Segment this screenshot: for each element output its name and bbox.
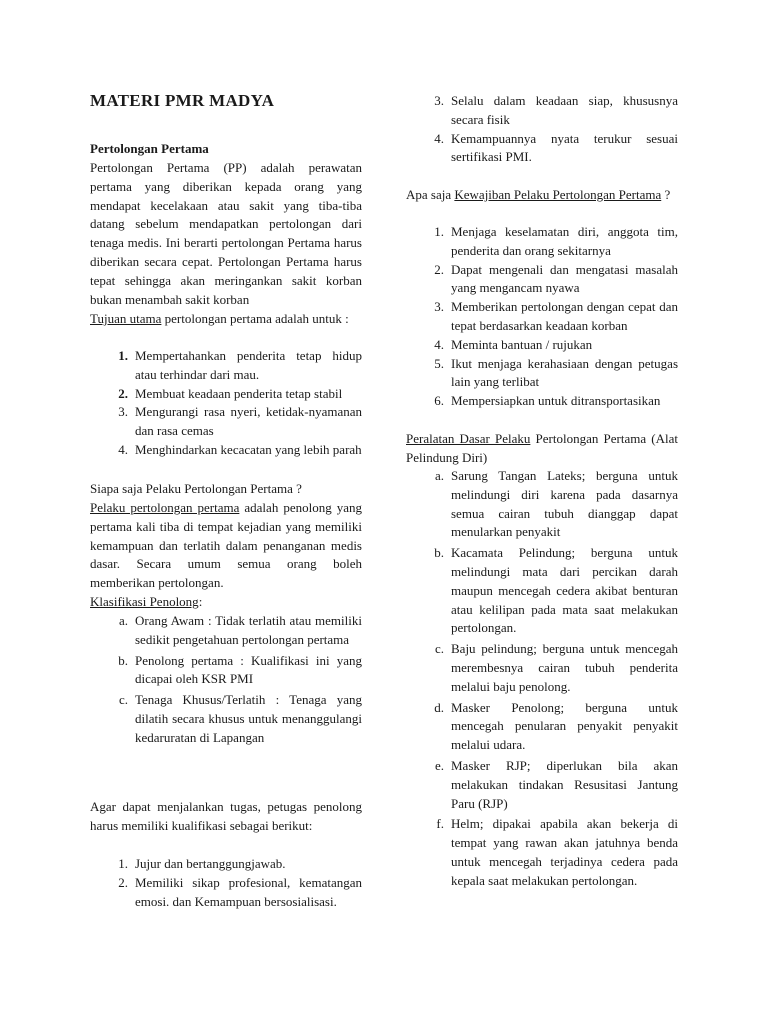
pelaku-label: Pelaku pertolongan pertama <box>90 500 240 515</box>
list-item: d. Masker Penolong; berguna untuk mencegah penularan penyakit penyakit melalui udara. <box>434 699 678 753</box>
pelaku-rest: adalah penolong yang pertama kali tiba di tempat kejadian yang memiliki kemampuan dan terlatih dalam penanganan medis dasar. Secara umum semua orang boleh memberikan pertolongan. <box>90 500 362 591</box>
list-item: 2. Dapat mengenali dan mengatasi masalah yang mengancam nyawa <box>434 261 678 296</box>
list-item: 3. Memberikan pertolongan dengan cepat dan tepat berdasarkan keadaan korban <box>434 299 678 333</box>
list-item: 3. Selalu dalam keadaan siap, khususnya secara fisik <box>434 93 678 127</box>
kualifikasi-list <box>90 855 362 911</box>
tujuan-rest: pertolongan pertama adalah untuk : <box>161 311 349 326</box>
klasifikasi-label: Klasifikasi Penolong <box>90 594 199 609</box>
list-item: 1. Jujur dan bertanggungjawab. <box>118 856 286 871</box>
kualifikasi-list-continued <box>406 92 678 167</box>
list-item: 4. Menghindarkan kecacatan yang lebih parah <box>118 441 362 457</box>
agar-paragraph: Agar dapat menjalankan tugas, petugas penolong harus memiliki kualifikasi sebagai berikut: <box>90 799 362 833</box>
kewajiban-list <box>406 223 678 411</box>
klasifikasi-heading: Klasifikasi Penolong: <box>90 594 203 609</box>
peralatan-label: Peralatan Dasar Pelaku <box>406 431 531 446</box>
peralatan-list <box>406 467 678 891</box>
document-title: MATERI PMR MADYA <box>90 91 275 110</box>
list-item: 6. Mempersiapkan untuk ditransportasikan <box>434 393 661 409</box>
list-item: 2. Membuat keadaan penderita tetap stabil <box>118 385 343 401</box>
tujuan-list <box>90 347 362 460</box>
peralatan-heading: Peralatan Dasar Pelaku Pertolongan Pertama (Alat Pelindung Diri) <box>406 431 678 465</box>
list-item: b. Kacamata Pelindung; berguna untuk melindungi mata dari percikan darah maupun mencegah cedera akibat benturan atau kelilipan pada mata saat melakukan pertolongan. <box>434 545 678 636</box>
question-pelaku: Siapa saja Pelaku Pertolongan Pertama ? <box>90 481 302 496</box>
kewajiban-question: Apa saja Kewajiban Pelaku Pertolongan Pertama ? <box>406 187 671 202</box>
list-item: c. Baju pelindung; berguna untuk mencegah merembesnya cairan tubuh penderita melalui baju penolong. <box>434 641 678 694</box>
section-heading: Pertolongan Pertama <box>90 141 209 156</box>
list-item: b. Penolong pertama : Kualifikasi ini yang dicapai oleh KSR PMI <box>118 652 362 687</box>
list-item: e. Masker RJP; diperlukan bila akan melakukan tindakan Resusitasi Jantung Paru (RJP) <box>434 757 678 811</box>
list-item: 1. Menjaga keselamatan diri, anggota tim, penderita dan orang sekitarnya <box>434 224 678 258</box>
list-item: 2. Memiliki sikap profesional, kematangan emosi. dan Kemampuan bersosialisasi. <box>118 874 362 909</box>
list-item: 4. Meminta bantuan / rujukan <box>434 336 593 352</box>
pelaku-paragraph <box>90 499 362 593</box>
kewajiban-label: Kewajiban Pelaku Pertolongan Pertama <box>454 187 662 202</box>
list-item: f. Helm; dipakai apabila akan bekerja di tempat yang rawan akan jatuhnya benda untuk mencegah terjadinya cedera pada kepala saat melakukan pertolongan. <box>436 816 678 888</box>
tujuan-label: Tujuan utama <box>90 311 162 326</box>
list-item: c. Tenaga Khusus/Terlatih : Tenaga yang dilatih secara khusus untuk menanggulangi kedaruratan di Lapangan <box>118 692 362 745</box>
list-item: a. Orang Awam : Tidak terlatih atau memiliki sedikit pengetahuan pertolongan pertama <box>118 613 362 647</box>
list-item: 3. Mengurangi rasa nyeri, ketidak-nyamanan dan rasa cemas <box>118 404 362 439</box>
list-item: 4. Kemampuannya nyata terukur sesuai sertifikasi PMI. <box>434 130 678 165</box>
tujuan-line <box>90 310 362 329</box>
list-item: 1. Mempertahankan penderita tetap hidup atau terhindar dari mau. <box>118 348 362 382</box>
intro-paragraph: Pertolongan Pertama (PP) adalah perawatan pertama yang diberikan kepada orang yang mendapat kecelakaan atau sakit yang tiba-tiba datang sebelum mendapatkan pertolongan dari tenaga medis. Ini berarti pertolongan Pertama harus diberikan secara cepat. Pertolongan Pertama harus tepat sehingga akan meringankan sakit korban bukan menambah sakit korban <box>90 160 362 307</box>
klasifikasi-list <box>90 612 362 748</box>
list-item: a. Sarung Tangan Lateks; berguna untuk melindungi diri karena pada dasarnya semua cairan tubuh dianggap dapat menularkan penyakit <box>434 468 678 540</box>
list-item: 5. Ikut menjaga kerahasiaan dengan petugas lain yang terlibat <box>434 355 678 390</box>
